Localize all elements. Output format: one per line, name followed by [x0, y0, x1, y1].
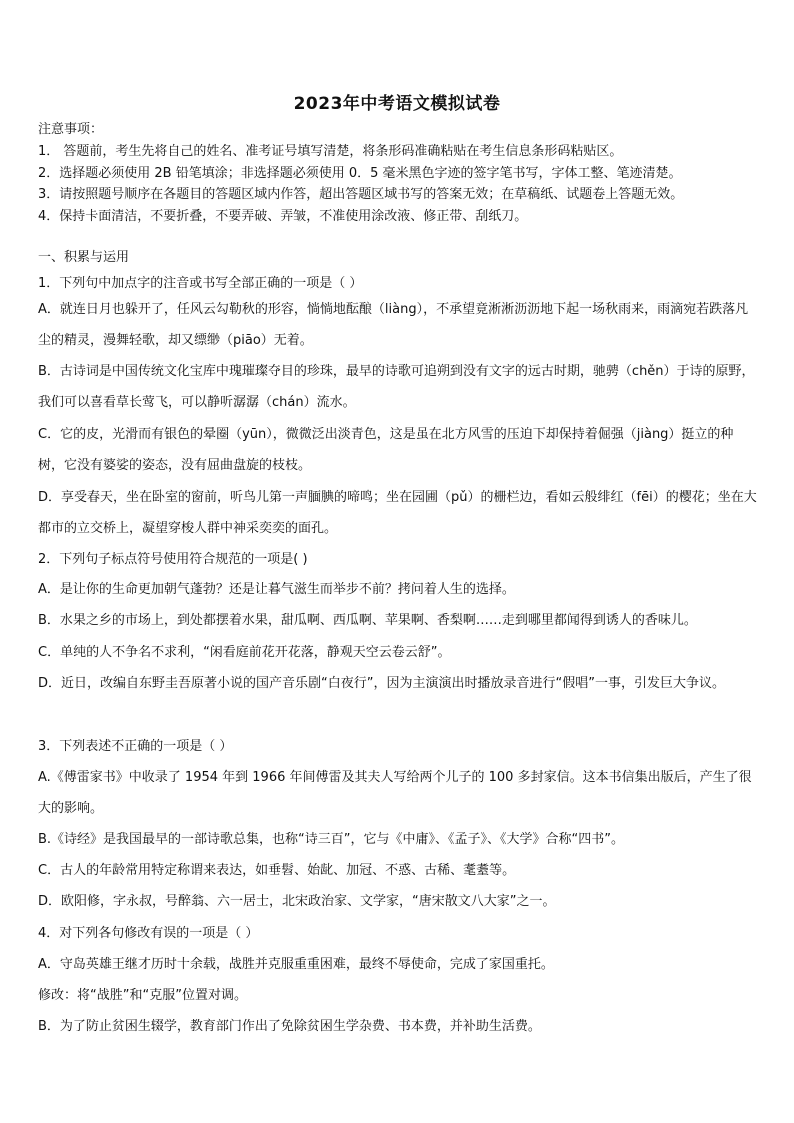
question-stem: 4．对下列各句修改有误的一项是（ ）	[38, 926, 259, 941]
question-stem: 1．下列句中加点字的注音或书写全部正确的一项是（ ）	[38, 276, 363, 291]
question-option: B．为了防止贫困生辍学，教育部门作出了免除贫困生学杂费、书本费，并补助生活费。	[38, 1019, 541, 1034]
question-option: D．欧阳修，字永叔，号醉翁、六一居士，北宋政治家、文学家，“唐宋散文八大家”之一。	[38, 894, 556, 909]
notice-item: 1． 答题前，考生先将自己的姓名、准考证号填写清楚，将条形码准确粘贴在考生信息条形码粘贴区。	[38, 144, 623, 159]
question-option: B.《诗经》是我国最早的一部诗歌总集，也称“诗三百”，它与《中庸》、《孟子》、《大学》合称“四书”。	[38, 832, 624, 847]
question-option: D．近日，改编自东野圭吾原著小说的国产音乐剧“白夜行”，因为主演演出时播放录音进行“假唱”一事，引发巨大争议。	[38, 676, 725, 691]
question-option: A．守岛英雄王继才历时十余载，战胜并克服重重困难，最终不辱使命，完成了家国重托。	[38, 957, 554, 972]
question-option: A．是让你的生命更加朝气蓬勃？还是让暮气滋生而举步不前？拷问着人生的选择。	[38, 582, 515, 597]
question-option: D．享受春天，坐在卧室的窗前，听鸟儿第一声腼腆的啼鸣；坐在园圃（pǔ）的栅栏边，看如云般绯红（fēi）的樱花；坐在大都市的立交桥上，凝望穿梭人群中神采奕奕的面孔。	[38, 490, 757, 536]
question-revision: 修改：将“战胜”和“克服”位置对调。	[38, 988, 247, 1003]
question-option: C．古人的年龄常用特定称谓来表达，如垂髫、始龀、加冠、不惑、古稀、耄耋等。	[38, 863, 516, 878]
notice-heading: 注意事项：	[38, 122, 104, 137]
question-stem: 3．下列表述不正确的一项是（ ）	[38, 739, 233, 754]
notice-item: 3．请按照题号顺序在各题目的答题区域内作答，超出答题区域书写的答案无效；在草稿纸、试题卷上答题无效。	[38, 187, 684, 202]
section-heading: 一、积累与运用	[38, 250, 130, 265]
question-option: A．就连日月也躲开了，任风云勾勒秋的形容，惝惝地酝酿（liàng），不承望竟淅淅沥沥地下起一场秋雨来，雨滴宛若跌落凡尘的精灵，漫舞轻歌，却又缥缈（piāo）无着。	[38, 302, 749, 348]
question-option: C．它的皮，光滑而有银色的晕圈（yūn），微微泛出淡青色，这是虽在北方风雪的压迫下却保持着倔强（jiàng）挺立的种树，它没有婆娑的姿态，没有屈曲盘旋的枝枝。	[38, 427, 734, 473]
notice-item: 4．保持卡面清洁，不要折叠，不要弄破、弄皱，不准使用涂改液、修正带、刮纸刀。	[38, 209, 528, 224]
page-title: 2023年中考语文模拟试卷	[293, 94, 501, 114]
question-option: B．古诗词是中国传统文化宝库中瑰璀璨夺目的珍珠，最早的诗歌可追朔到没有文字的远古时期，驰骋（chěn）于诗的原野，我们可以喜看草长莺飞，可以静听潺潺（chán）流水。	[38, 364, 755, 410]
notice-item: 2．选择题必须使用 2B 铅笔填涂；非选择题必须使用 0．5 毫米黑色字迹的签字笔书写，字体工整、笔迹清楚。	[38, 166, 682, 181]
question-option: B．水果之乡的市场上，到处都摆着水果，甜瓜啊、西瓜啊、苹果啊、香梨啊……走到哪里都闻得到诱人的香味儿。	[38, 613, 697, 628]
question-stem: 2．下列句子标点符号使用符合规范的一项是( )	[38, 552, 308, 567]
question-option: A.《傅雷家书》中收录了 1954 年到 1966 年间傅雷及其夫人写给两个儿子的 100 多封家信。这本书信集出版后，产生了很大的影响。	[38, 770, 752, 816]
question-option: C．单纯的人不争名不求利，“闲看庭前花开花落，静观天空云卷云舒”。	[38, 645, 451, 660]
